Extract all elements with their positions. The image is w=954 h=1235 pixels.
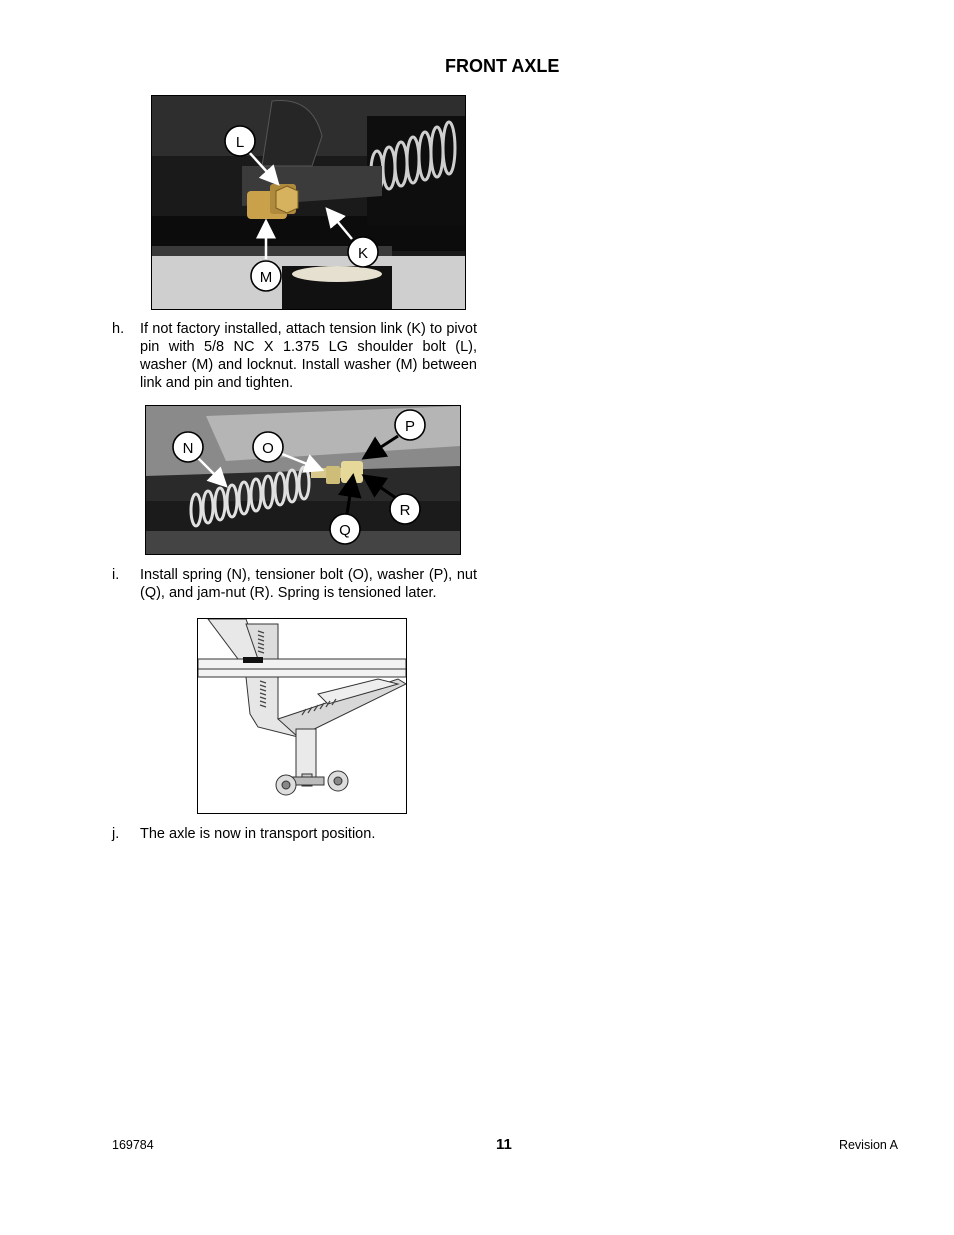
svg-text:N: N [182,440,194,457]
leader-line-N [198,458,226,486]
callout-R [390,494,420,524]
callout-N [173,432,203,462]
svg-text:Q: Q [339,522,351,539]
step-letter: h. [112,321,125,337]
footer-doc-number: 169784 [112,1138,154,1152]
step-text: Install spring (N), tensioner bolt (O), washer (P), nut (Q), and jam-nut (R). Spring is tensioned later. [140,567,477,601]
leader-line-Q [347,476,353,514]
svg-text:K: K [357,245,369,262]
leader-line-P [364,436,398,458]
callout-O [253,432,283,462]
leader-line-K [327,209,352,239]
svg-text:M: M [259,269,273,286]
footer-revision: Revision A [838,1138,898,1152]
step-i [112,566,477,602]
figure-2-callouts [146,406,460,554]
step-letter: i. [112,567,120,583]
callout-M [251,261,281,291]
svg-text:P: P [404,418,416,435]
footer-page-number: 11 [496,1136,512,1153]
callout-K [348,237,378,267]
figure-3-illustration [198,619,406,813]
callout-P [395,410,425,440]
page-title: FRONT AXLE [445,56,560,76]
step-letter: j. [112,826,120,842]
leader-line-R [364,476,396,498]
step-text: The axle is now in transport position. [140,826,376,842]
callout-L [225,126,255,156]
step-text: If not factory installed, attach tension link (K) to pivot pin with 5/8 NC X 1.375 LG shoulder bolt (L), washer (M) and locknut. Install washer (M) between link and pin and tighten. [140,321,477,391]
figure-tension-link-photo [151,95,466,310]
svg-text:O: O [262,440,274,457]
figure-transport-position-drawing [197,618,407,814]
svg-text:L: L [235,134,245,151]
step-h [112,320,477,392]
step-j [112,825,477,843]
callout-Q [330,514,360,544]
leader-line-O [282,454,322,470]
figure-1-callouts [152,96,465,309]
leader-line-L [248,151,278,184]
figure-spring-install-photo [145,405,461,555]
svg-text:R: R [399,502,411,519]
